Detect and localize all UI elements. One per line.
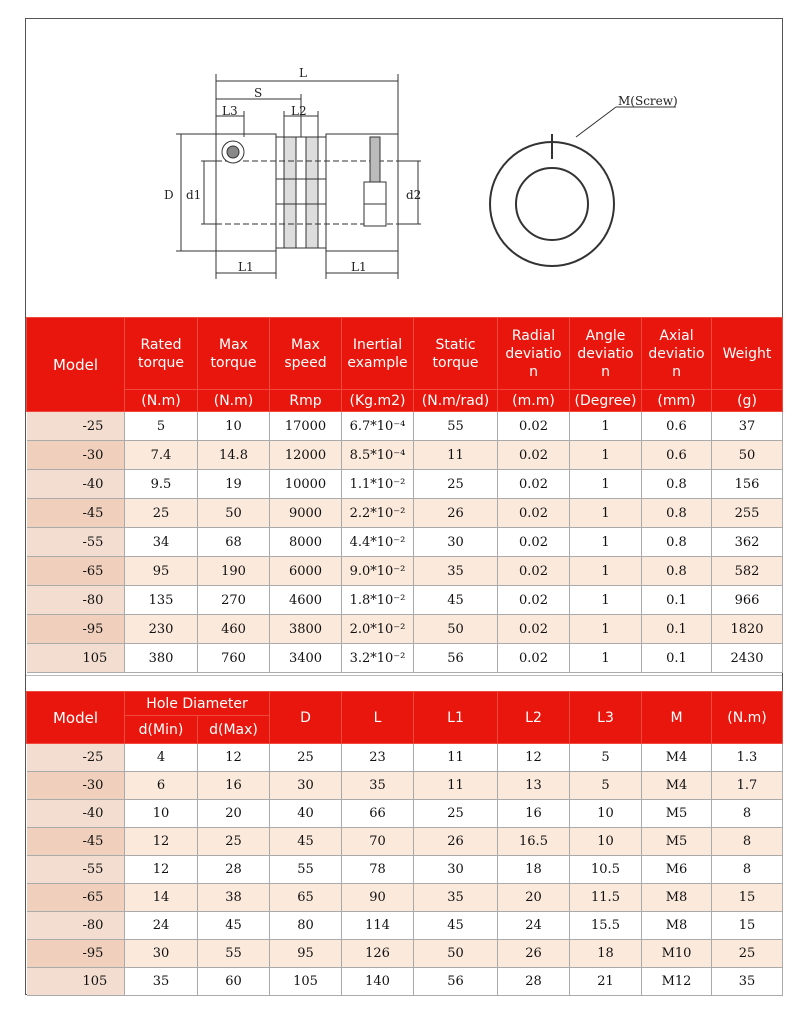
table-cell: 966 <box>712 586 783 615</box>
table-cell: 1.7 <box>712 772 783 800</box>
table-cell: 12 <box>498 744 570 772</box>
model-cell: -25 <box>27 744 125 772</box>
col-header-max-speed: Max speed <box>270 318 342 390</box>
table-cell: 1 <box>570 499 642 528</box>
table-cell: M10 <box>642 940 712 968</box>
col-header-D: D <box>270 692 342 744</box>
table-cell: 12 <box>125 856 198 884</box>
table-cell: 10 <box>125 800 198 828</box>
table-cell: 8 <box>712 800 783 828</box>
table-cell: 760 <box>198 644 270 673</box>
unit-axial: (mm) <box>642 390 712 412</box>
table-cell: 14 <box>125 884 198 912</box>
table-cell: 25 <box>712 940 783 968</box>
table-row <box>27 772 783 800</box>
table-cell: 11.5 <box>570 884 642 912</box>
table-cell: 1.1*10⁻² <box>342 470 414 499</box>
table-cell: 8 <box>712 856 783 884</box>
unit-weight: (g) <box>712 390 783 412</box>
dim-S: S <box>254 86 263 100</box>
col-header-radial: Radial deviatio n <box>498 318 570 390</box>
table-cell: 0.02 <box>498 470 570 499</box>
col-header-dmin: d(Min) <box>125 716 198 744</box>
table-cell: 11 <box>414 441 498 470</box>
table-row <box>27 441 783 470</box>
table-cell: 0.1 <box>642 615 712 644</box>
table-row <box>27 528 783 557</box>
table-row <box>27 412 783 441</box>
col-header-dmax: d(Max) <box>198 716 270 744</box>
table-cell: 80 <box>270 912 342 940</box>
model-cell: -95 <box>27 615 125 644</box>
model-cell: -30 <box>27 441 125 470</box>
col-header-L3: L3 <box>570 692 642 744</box>
table-cell: 230 <box>125 615 198 644</box>
model-cell: -30 <box>27 772 125 800</box>
model-cell: -40 <box>27 800 125 828</box>
table-cell: 0.6 <box>642 441 712 470</box>
table-cell: 7.4 <box>125 441 198 470</box>
table-cell: 68 <box>198 528 270 557</box>
table-cell: 1.8*10⁻² <box>342 586 414 615</box>
table-cell: 5 <box>125 412 198 441</box>
table-cell: 0.8 <box>642 499 712 528</box>
table-cell: 9000 <box>270 499 342 528</box>
screw-label: M(Screw) <box>618 94 678 108</box>
table-cell: 11 <box>414 772 498 800</box>
model-cell: 105 <box>27 968 125 996</box>
spec-sheet <box>25 18 783 995</box>
col-header-axial: Axial deviatio n <box>642 318 712 390</box>
table-cell: 0.02 <box>498 586 570 615</box>
table-cell: 45 <box>198 912 270 940</box>
table-cell: 0.02 <box>498 557 570 586</box>
table-cell: 12 <box>198 744 270 772</box>
unit-angle: (Degree) <box>570 390 642 412</box>
table-cell: 35 <box>414 884 498 912</box>
table-cell: M5 <box>642 800 712 828</box>
table-cell: 255 <box>712 499 783 528</box>
table-cell: 135 <box>125 586 198 615</box>
table-cell: 16 <box>498 800 570 828</box>
table-row <box>27 800 783 828</box>
table-cell: 14.8 <box>198 441 270 470</box>
table-cell: 50 <box>414 940 498 968</box>
table-cell: 0.02 <box>498 615 570 644</box>
table-row <box>27 615 783 644</box>
table-cell: 582 <box>712 557 783 586</box>
table-cell: 18 <box>570 940 642 968</box>
table-cell: 50 <box>198 499 270 528</box>
table-cell: 25 <box>414 470 498 499</box>
table-cell: 4 <box>125 744 198 772</box>
col-header-max-torque: Max torque <box>198 318 270 390</box>
unit-rated-torque: (N.m) <box>125 390 198 412</box>
table-cell: M12 <box>642 968 712 996</box>
table-cell: 0.1 <box>642 586 712 615</box>
table-cell: 114 <box>342 912 414 940</box>
table-cell: 460 <box>198 615 270 644</box>
table-cell: 10.5 <box>570 856 642 884</box>
table-cell: 10000 <box>270 470 342 499</box>
table-cell: M4 <box>642 772 712 800</box>
table-cell: 16 <box>198 772 270 800</box>
table-row <box>27 912 783 940</box>
table-cell: M8 <box>642 884 712 912</box>
table-cell: 55 <box>414 412 498 441</box>
table-row <box>27 557 783 586</box>
table-cell: 18 <box>498 856 570 884</box>
table-cell: 10 <box>198 412 270 441</box>
table-cell: 60 <box>198 968 270 996</box>
dim-d2: d2 <box>406 188 422 202</box>
table-cell: 6000 <box>270 557 342 586</box>
table-cell: 30 <box>125 940 198 968</box>
model-cell: -95 <box>27 940 125 968</box>
table-cell: 1 <box>570 528 642 557</box>
model-cell: -40 <box>27 470 125 499</box>
model-cell: -65 <box>27 884 125 912</box>
dimension-table-body <box>27 744 783 996</box>
table-cell: 0.6 <box>642 412 712 441</box>
table-cell: 10 <box>570 828 642 856</box>
table-row <box>27 884 783 912</box>
table-cell: 23 <box>342 744 414 772</box>
table-cell: M5 <box>642 828 712 856</box>
dim-L1-right: L1 <box>351 260 367 274</box>
dim-L2: L2 <box>291 104 307 118</box>
col-header-weight: Weight <box>712 318 783 390</box>
table-cell: 9.0*10⁻² <box>342 557 414 586</box>
table-cell: 35 <box>342 772 414 800</box>
table-row <box>27 940 783 968</box>
table-cell: 1.3 <box>712 744 783 772</box>
table-cell: 78 <box>342 856 414 884</box>
model-cell: -45 <box>27 499 125 528</box>
table-cell: 15 <box>712 912 783 940</box>
table-cell: 70 <box>342 828 414 856</box>
table-cell: 1 <box>570 615 642 644</box>
table-cell: 9.5 <box>125 470 198 499</box>
table-cell: 37 <box>712 412 783 441</box>
table-cell: 190 <box>198 557 270 586</box>
table-row <box>27 968 783 996</box>
col-header-L1: L1 <box>414 692 498 744</box>
table-cell: 1 <box>570 470 642 499</box>
table-cell: 140 <box>342 968 414 996</box>
table-cell: 25 <box>270 744 342 772</box>
table-cell: 90 <box>342 884 414 912</box>
table-row <box>27 856 783 884</box>
table-row <box>27 586 783 615</box>
table-cell: 3.2*10⁻² <box>342 644 414 673</box>
table-cell: 126 <box>342 940 414 968</box>
table-cell: 6 <box>125 772 198 800</box>
model-cell: -25 <box>27 412 125 441</box>
table-cell: 0.8 <box>642 470 712 499</box>
table-cell: 30 <box>270 772 342 800</box>
hole-diameter-header: Hole Diameter <box>125 692 270 716</box>
table-cell: 50 <box>712 441 783 470</box>
table-cell: M4 <box>642 744 712 772</box>
model-cell: -45 <box>27 828 125 856</box>
unit-static-torque: (N.m/rad) <box>414 390 498 412</box>
model-cell: -65 <box>27 557 125 586</box>
table-cell: 4600 <box>270 586 342 615</box>
table-cell: 10 <box>570 800 642 828</box>
table-row <box>27 828 783 856</box>
table-cell: 0.02 <box>498 528 570 557</box>
table-cell: 16.5 <box>498 828 570 856</box>
table-cell: 0.02 <box>498 441 570 470</box>
col-header-angle: Angle deviatio n <box>570 318 642 390</box>
table-cell: 25 <box>414 800 498 828</box>
table-cell: 28 <box>198 856 270 884</box>
unit-max-speed: Rmp <box>270 390 342 412</box>
table-cell: 26 <box>414 828 498 856</box>
table-cell: 45 <box>270 828 342 856</box>
table-cell: 56 <box>414 644 498 673</box>
table-cell: 12000 <box>270 441 342 470</box>
table-cell: 20 <box>198 800 270 828</box>
table-cell: 30 <box>414 856 498 884</box>
table-cell: 270 <box>198 586 270 615</box>
table-cell: 40 <box>270 800 342 828</box>
table-cell: 95 <box>270 940 342 968</box>
table-cell: 0.02 <box>498 412 570 441</box>
table-cell: 38 <box>198 884 270 912</box>
table-cell: 34 <box>125 528 198 557</box>
table-cell: 1 <box>570 412 642 441</box>
table-cell: 8000 <box>270 528 342 557</box>
table-cell: M6 <box>642 856 712 884</box>
table-cell: 26 <box>414 499 498 528</box>
dimension-table <box>26 691 783 996</box>
unit-inertial: (Kg.m2) <box>342 390 414 412</box>
table-cell: 362 <box>712 528 783 557</box>
table-cell: 20 <box>498 884 570 912</box>
table-cell: 26 <box>498 940 570 968</box>
model-header-2: Model <box>27 692 125 744</box>
model-header: Model <box>27 318 125 412</box>
dim-L1-left: L1 <box>238 260 254 274</box>
model-cell: -80 <box>27 586 125 615</box>
table-cell: 0.8 <box>642 557 712 586</box>
table-cell: 105 <box>270 968 342 996</box>
table-cell: 45 <box>414 586 498 615</box>
table-cell: 28 <box>498 968 570 996</box>
table-cell: 21 <box>570 968 642 996</box>
unit-max-torque: (N.m) <box>198 390 270 412</box>
table-cell: 1 <box>570 644 642 673</box>
table-cell: 12 <box>125 828 198 856</box>
table-cell: 66 <box>342 800 414 828</box>
table-row <box>27 644 783 673</box>
table-cell: 8 <box>712 828 783 856</box>
table-cell: 5 <box>570 744 642 772</box>
dim-L3: L3 <box>222 104 238 118</box>
model-cell: -55 <box>27 528 125 557</box>
table-cell: 2.0*10⁻² <box>342 615 414 644</box>
table-cell: 30 <box>414 528 498 557</box>
table-cell: 45 <box>414 912 498 940</box>
dim-L: L <box>299 66 307 80</box>
table-cell: 24 <box>125 912 198 940</box>
table-cell: 56 <box>414 968 498 996</box>
table-cell: 380 <box>125 644 198 673</box>
unit-radial: (m.m) <box>498 390 570 412</box>
model-cell: 105 <box>27 644 125 673</box>
col-header-inertial: Inertial example <box>342 318 414 390</box>
table-cell: 1820 <box>712 615 783 644</box>
table-row <box>27 499 783 528</box>
table-cell: 0.1 <box>642 644 712 673</box>
coupling-diagram <box>26 19 782 317</box>
table-cell: 11 <box>414 744 498 772</box>
table-cell: 1 <box>570 586 642 615</box>
table-cell: 0.02 <box>498 499 570 528</box>
performance-table-body <box>27 412 783 673</box>
table-cell: 2.2*10⁻² <box>342 499 414 528</box>
col-header-L2: L2 <box>498 692 570 744</box>
col-header-rated-torque: Rated torque <box>125 318 198 390</box>
table-cell: 2430 <box>712 644 783 673</box>
col-header-torque: (N.m) <box>712 692 783 744</box>
table-cell: 156 <box>712 470 783 499</box>
col-header-static-torque: Static torque <box>414 318 498 390</box>
table-cell: 35 <box>414 557 498 586</box>
table-cell: 15 <box>712 884 783 912</box>
table-cell: 5 <box>570 772 642 800</box>
dim-D: D <box>164 188 174 202</box>
table-cell: 6.7*10⁻⁴ <box>342 412 414 441</box>
table-row <box>27 470 783 499</box>
table-cell: 65 <box>270 884 342 912</box>
table-cell: 55 <box>198 940 270 968</box>
table-row <box>27 744 783 772</box>
col-header-L: L <box>342 692 414 744</box>
model-cell: -80 <box>27 912 125 940</box>
table-cell: 0.8 <box>642 528 712 557</box>
table-cell: M8 <box>642 912 712 940</box>
table-cell: 35 <box>125 968 198 996</box>
table-cell: 4.4*10⁻² <box>342 528 414 557</box>
table-cell: 1 <box>570 557 642 586</box>
table-cell: 35 <box>712 968 783 996</box>
model-cell: -55 <box>27 856 125 884</box>
table-cell: 3400 <box>270 644 342 673</box>
table-cell: 0.02 <box>498 644 570 673</box>
table-cell: 95 <box>125 557 198 586</box>
col-header-M: M <box>642 692 712 744</box>
table-cell: 25 <box>198 828 270 856</box>
table-cell: 25 <box>125 499 198 528</box>
table-cell: 15.5 <box>570 912 642 940</box>
performance-table <box>26 317 783 673</box>
table-cell: 3800 <box>270 615 342 644</box>
table-cell: 8.5*10⁻⁴ <box>342 441 414 470</box>
table-cell: 1 <box>570 441 642 470</box>
table-cell: 17000 <box>270 412 342 441</box>
table-cell: 24 <box>498 912 570 940</box>
table-cell: 19 <box>198 470 270 499</box>
table-cell: 55 <box>270 856 342 884</box>
dim-d1: d1 <box>186 188 202 202</box>
table-cell: 50 <box>414 615 498 644</box>
table-cell: 13 <box>498 772 570 800</box>
